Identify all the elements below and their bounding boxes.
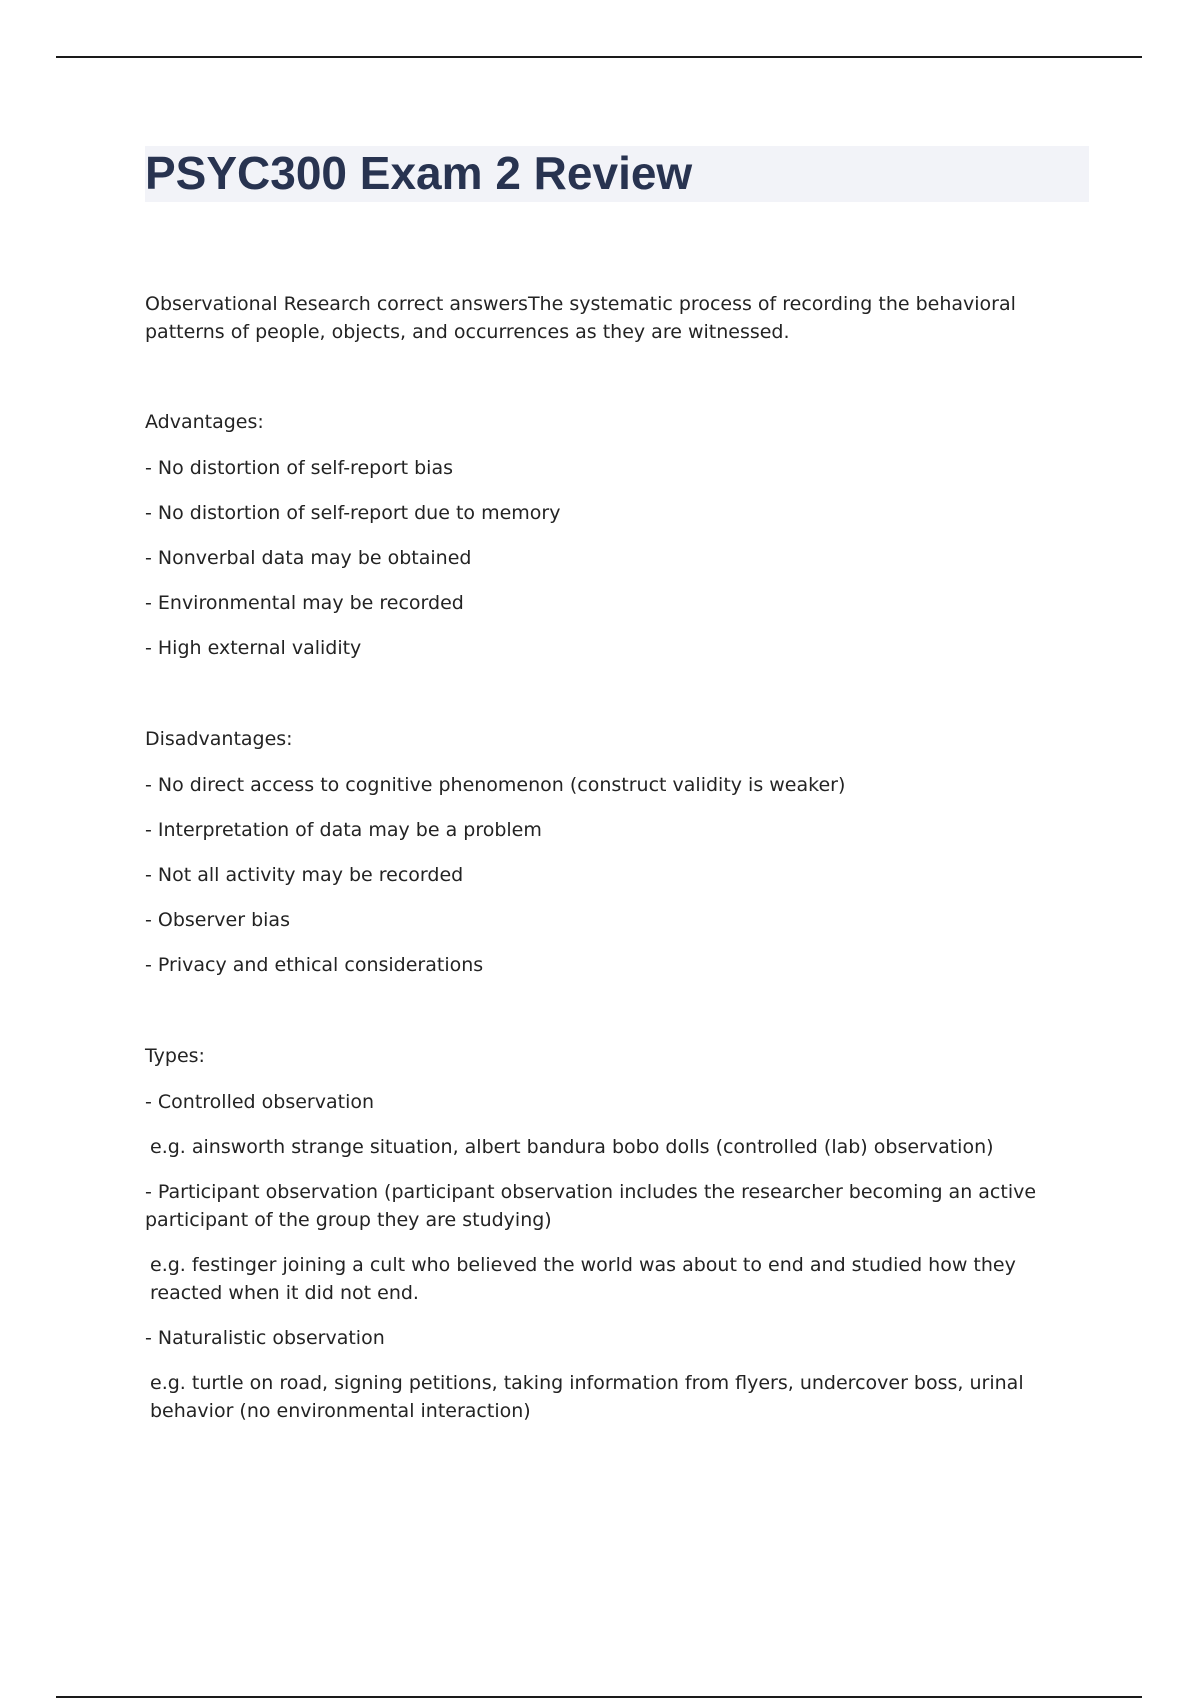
advantages-list: [145, 454, 1089, 662]
list-item: - Environmental may be recorded: [145, 592, 464, 614]
example-item: e.g. turtle on road, signing petitions, taking information from flyers, undercover boss, urinal behavior (no environmental interaction): [150, 1372, 1024, 1422]
types-heading: Types:: [145, 1045, 205, 1067]
document-body: [145, 290, 1089, 1425]
example-item: e.g. ainsworth strange situation, albert bandura bobo dolls (controlled (lab) observation): [150, 1136, 994, 1158]
advantages-heading: Advantages:: [145, 411, 264, 433]
list-item: - Nonverbal data may be obtained: [145, 547, 472, 569]
list-item: - Privacy and ethical considerations: [145, 954, 484, 976]
list-item: - Observer bias: [145, 909, 290, 931]
list-item: - No distortion of self-report due to memory: [145, 502, 561, 524]
types-list: [145, 1088, 1089, 1425]
section-spacer: [145, 979, 1089, 1042]
list-item: - Not all activity may be recorded: [145, 864, 464, 886]
list-item: - Controlled observation: [145, 1091, 375, 1113]
intro-paragraph: Observational Research correct answersThe systematic process of recording the behavioral patterns of people, objects, and occurrences as they are witnessed.: [145, 293, 1016, 343]
section-spacer: [145, 662, 1089, 725]
list-item: - Naturalistic observation: [145, 1327, 385, 1349]
bottom-rule: [56, 1696, 1142, 1698]
example-item: e.g. festinger joining a cult who believed the world was about to end and studied how they reacted when it did not end.: [150, 1254, 1016, 1304]
list-item: - Interpretation of data may be a problem: [145, 819, 542, 841]
top-rule: [56, 56, 1142, 58]
page-title: PSYC300 Exam 2 Review: [145, 147, 693, 199]
list-item: - No direct access to cognitive phenomenon (construct validity is weaker): [145, 774, 846, 796]
list-item: - High external validity: [145, 637, 362, 659]
list-item: - Participant observation (participant observation includes the researcher becoming an active participant of the group they are studying): [145, 1181, 1037, 1231]
disadvantages-heading: Disadvantages:: [145, 728, 293, 750]
disadvantages-list: [145, 771, 1089, 979]
list-item: - No distortion of self-report bias: [145, 457, 454, 479]
